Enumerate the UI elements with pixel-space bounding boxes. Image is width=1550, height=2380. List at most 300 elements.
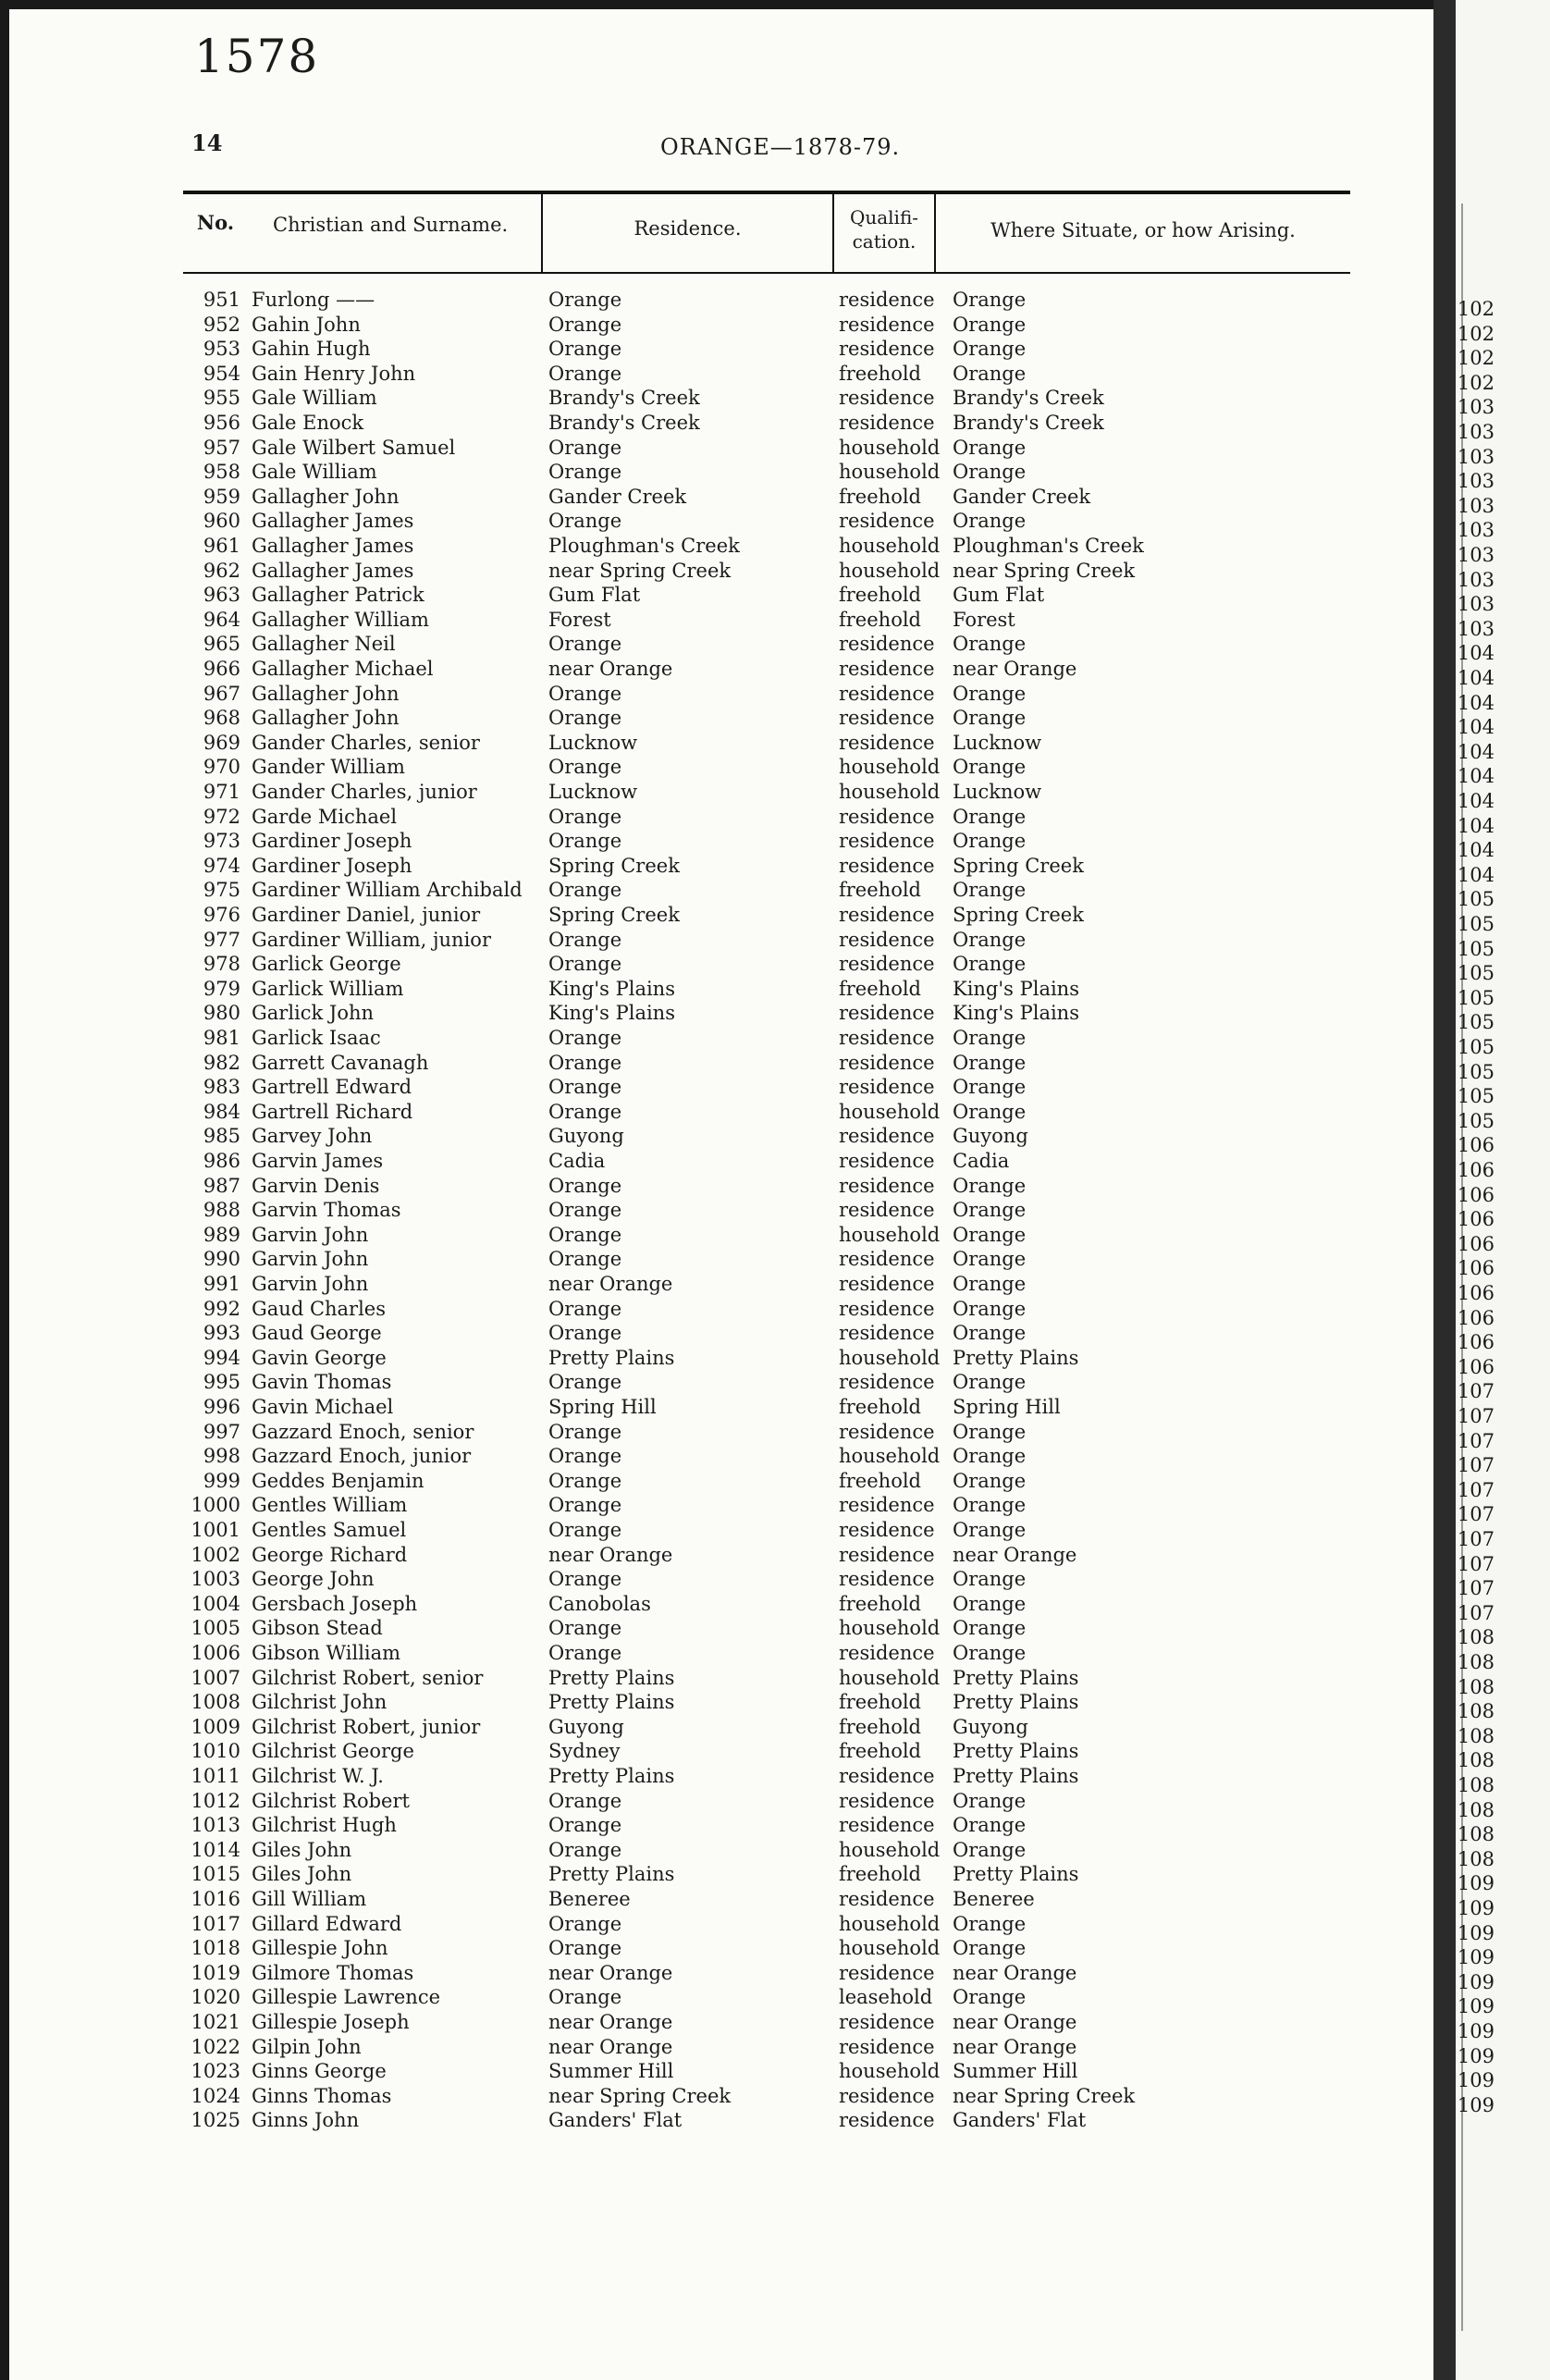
table-row	[9, 1298, 1433, 1323]
adjacent-entry-number: 107	[1457, 1577, 1495, 1600]
entry-where: Orange	[953, 1568, 1027, 1591]
adjacent-entry-number: 107	[1457, 1454, 1495, 1477]
entry-name: Furlong ——	[252, 289, 375, 311]
entry-number: 980	[203, 1002, 240, 1025]
adjacent-entry-number: 103	[1457, 544, 1495, 566]
table-row	[9, 1494, 1433, 1519]
entry-number: 967	[203, 682, 240, 705]
entry-qualification: residence	[839, 1420, 935, 1443]
entry-residence: Orange	[548, 805, 622, 828]
entry-where: Orange	[953, 1445, 1027, 1468]
entry-name: George John	[252, 1568, 375, 1591]
table-row	[9, 633, 1433, 658]
entry-qualification: household	[839, 1445, 941, 1468]
table-row	[9, 584, 1433, 609]
table-row	[9, 929, 1433, 954]
adjacent-entry-number: 107	[1457, 1528, 1495, 1550]
adjacent-entry-number: 105	[1457, 888, 1495, 911]
entry-name: Gallagher Patrick	[252, 584, 424, 607]
entry-name: Gander Charles, junior	[252, 781, 477, 803]
entry-residence: Lucknow	[548, 731, 638, 754]
adjacent-entry-number: 104	[1457, 863, 1495, 886]
adjacent-entry-number: 108	[1457, 1675, 1495, 1698]
entry-qualification: household	[839, 559, 941, 582]
table-row	[9, 2085, 1433, 2110]
entry-name: Gale William	[252, 387, 377, 410]
entry-qualification: residence	[839, 682, 935, 705]
adjacent-entry-number: 106	[1457, 1232, 1495, 1255]
entry-where: Orange	[953, 682, 1027, 705]
entry-where: Gander Creek	[953, 485, 1091, 508]
adjacent-entry-number: 108	[1457, 1798, 1495, 1821]
entry-name: Gill William	[252, 1888, 367, 1910]
adjacent-entry-number: 106	[1457, 1134, 1495, 1157]
entry-qualification: freehold	[839, 1396, 921, 1418]
entry-residence: near Orange	[548, 2011, 673, 2033]
entry-residence: Pretty Plains	[548, 1666, 675, 1689]
column-header-no: No.	[196, 211, 235, 234]
entry-residence: Orange	[548, 1223, 622, 1246]
entry-residence: Summer Hill	[548, 2060, 674, 2083]
adjacent-entry-number: 109	[1457, 2044, 1495, 2067]
table-row	[9, 855, 1433, 880]
table-row	[9, 363, 1433, 388]
adjacent-entry-number: 108	[1457, 1626, 1495, 1649]
entry-number: 1022	[191, 2035, 240, 2058]
entry-number: 1003	[191, 1568, 240, 1591]
entry-number: 962	[203, 559, 240, 582]
register-page	[9, 9, 1433, 2380]
entry-qualification: household	[839, 1838, 941, 1861]
entry-where: Beneree	[953, 1888, 1035, 1910]
table-row	[9, 1273, 1433, 1298]
entry-number: 1001	[191, 1519, 240, 1541]
entry-number: 1012	[191, 1789, 240, 1812]
entry-number: 973	[203, 830, 240, 853]
table-row	[9, 1101, 1433, 1126]
entry-where: Orange	[953, 1814, 1027, 1837]
adjacent-entry-number: 105	[1457, 1109, 1495, 1132]
entry-qualification: residence	[839, 2035, 935, 2058]
table-row	[9, 1125, 1433, 1150]
entry-where: Orange	[953, 289, 1027, 311]
entry-number: 1005	[191, 1617, 240, 1640]
entry-number: 1023	[191, 2060, 240, 2083]
table-row	[9, 1716, 1433, 1741]
table-row	[9, 1347, 1433, 1372]
entry-name: Geddes Benjamin	[252, 1469, 424, 1492]
entry-name: Gilchrist Robert, senior	[252, 1666, 484, 1689]
entry-number: 954	[203, 362, 240, 385]
entry-where: Orange	[953, 928, 1027, 951]
page-gutter	[1433, 0, 1456, 2380]
entry-name: Gardiner Joseph	[252, 830, 412, 853]
adjacent-entry-number: 104	[1457, 765, 1495, 788]
adjacent-entry-number: 104	[1457, 716, 1495, 739]
entry-where: Cadia	[953, 1150, 1010, 1172]
entry-where: Orange	[953, 1371, 1027, 1394]
table-row	[9, 806, 1433, 831]
adjacent-entry-number: 105	[1457, 986, 1495, 1009]
entry-name: Garvin James	[252, 1150, 384, 1172]
entry-qualification: household	[839, 1346, 941, 1369]
entry-residence: Orange	[548, 1199, 622, 1222]
entry-qualification: residence	[839, 1199, 935, 1222]
table-row	[9, 314, 1433, 339]
entry-number: 976	[203, 904, 240, 926]
table-row	[9, 1691, 1433, 1716]
table-row	[9, 1642, 1433, 1667]
entry-name: George Richard	[252, 1543, 408, 1566]
adjacent-entry-number: 109	[1457, 2093, 1495, 2116]
table-row	[9, 1027, 1433, 1052]
entry-qualification: residence	[839, 1322, 935, 1345]
adjacent-entry-number: 109	[1457, 1995, 1495, 2018]
table-row	[9, 756, 1433, 781]
entry-name: Gartrell Edward	[252, 1076, 412, 1099]
adjacent-entry-number: 107	[1457, 1380, 1495, 1403]
entry-number: 971	[203, 781, 240, 803]
entry-residence: Spring Hill	[548, 1396, 657, 1418]
page-number: 14	[191, 129, 223, 156]
entry-name: Gilchrist Hugh	[252, 1814, 397, 1837]
header-bottom-rule	[183, 272, 1350, 274]
entry-qualification: residence	[839, 338, 935, 361]
table-row	[9, 461, 1433, 486]
table-row	[9, 904, 1433, 929]
entry-where: Orange	[953, 1789, 1027, 1812]
entry-where: near Spring Creek	[953, 559, 1136, 582]
entry-residence: Orange	[548, 1469, 622, 1492]
entry-number: 979	[203, 977, 240, 1000]
entry-qualification: residence	[839, 1174, 935, 1197]
column-header-name: Christian and Surname.	[273, 214, 509, 236]
entry-name: Gentles Samuel	[252, 1519, 407, 1541]
entry-where: Orange	[953, 756, 1027, 779]
entry-residence: Forest	[548, 608, 611, 631]
adjacent-entry-number: 108	[1457, 1749, 1495, 1772]
entry-name: Gardiner Joseph	[252, 854, 412, 877]
entry-number: 987	[203, 1174, 240, 1197]
table-row	[9, 2060, 1433, 2085]
entry-where: Orange	[953, 879, 1027, 902]
entry-number: 981	[203, 1027, 240, 1049]
entry-qualification: freehold	[839, 1863, 921, 1886]
entry-residence: Orange	[548, 1617, 622, 1640]
entry-qualification: freehold	[839, 879, 921, 902]
entry-residence: Orange	[548, 362, 622, 385]
entry-number: 1016	[191, 1888, 240, 1910]
entry-residence: Orange	[548, 510, 622, 533]
entry-where: Orange	[953, 1420, 1027, 1443]
entry-residence: Orange	[548, 436, 622, 459]
entry-where: Orange	[953, 1322, 1027, 1345]
entry-where: Pretty Plains	[953, 1863, 1079, 1886]
table-row	[9, 1396, 1433, 1421]
entry-name: Gander William	[252, 756, 405, 779]
entry-where: Orange	[953, 1838, 1027, 1861]
table-row	[9, 1052, 1433, 1077]
entry-residence: Orange	[548, 1420, 622, 1443]
entry-number: 972	[203, 805, 240, 828]
adjacent-entry-number: 107	[1457, 1503, 1495, 1526]
entry-where: Orange	[953, 1617, 1027, 1640]
entry-qualification: freehold	[839, 362, 921, 385]
entry-qualification: residence	[839, 1371, 935, 1394]
table-row	[9, 289, 1433, 314]
adjacent-entry-number: 107	[1457, 1429, 1495, 1452]
adjacent-entry-number: 104	[1457, 839, 1495, 862]
table-row	[9, 1248, 1433, 1273]
entry-qualification: residence	[839, 805, 935, 828]
adjacent-entry-number: 106	[1457, 1282, 1495, 1304]
table-row	[9, 1224, 1433, 1249]
entry-where: near Orange	[953, 658, 1077, 680]
entry-residence: Orange	[548, 1789, 622, 1812]
table-row	[9, 1937, 1433, 1962]
table-row	[9, 830, 1433, 855]
table-row	[9, 1002, 1433, 1027]
entry-number: 983	[203, 1076, 240, 1099]
entry-name: Gavin Thomas	[252, 1371, 392, 1394]
adjacent-entry-number: 103	[1457, 421, 1495, 443]
entry-qualification: residence	[839, 2011, 935, 2033]
entry-qualification: residence	[839, 1961, 935, 1984]
entry-residence: Pretty Plains	[548, 1863, 675, 1886]
entry-name: Giles John	[252, 1863, 352, 1886]
entry-residence: Orange	[548, 289, 622, 311]
entry-residence: Orange	[548, 338, 622, 361]
entry-name: Gahin John	[252, 313, 361, 336]
entry-qualification: residence	[839, 1002, 935, 1025]
adjacent-entry-number: 107	[1457, 1552, 1495, 1575]
entry-where: Orange	[953, 1199, 1027, 1222]
entry-number: 991	[203, 1273, 240, 1295]
entry-residence: Ganders' Flat	[548, 2109, 683, 2132]
entry-number: 1010	[191, 1740, 240, 1763]
entry-where: Pretty Plains	[953, 1740, 1079, 1763]
adjacent-entry-number: 103	[1457, 568, 1495, 591]
table-row	[9, 1839, 1433, 1864]
entry-qualification: residence	[839, 1789, 935, 1812]
entry-name: Garvey John	[252, 1125, 373, 1148]
entry-number: 1020	[191, 1986, 240, 2009]
adjacent-entry-number: 102	[1457, 347, 1495, 370]
entry-where: Summer Hill	[953, 2060, 1078, 2083]
entry-where: Orange	[953, 1174, 1027, 1197]
entry-name: Gallagher John	[252, 682, 400, 705]
entry-name: Gilchrist Robert, junior	[252, 1715, 481, 1738]
adjacent-entry-number: 106	[1457, 1306, 1495, 1329]
entry-number: 994	[203, 1346, 240, 1369]
table-row	[9, 1470, 1433, 1495]
entry-residence: Orange	[548, 1519, 622, 1541]
entry-name: Garvin John	[252, 1248, 369, 1271]
table-row	[9, 1544, 1433, 1569]
adjacent-entry-number: 109	[1457, 1921, 1495, 1944]
entry-number: 1004	[191, 1592, 240, 1615]
entry-qualification: household	[839, 2060, 941, 2083]
table-row	[9, 732, 1433, 757]
entry-number: 995	[203, 1371, 240, 1394]
entry-where: Ganders' Flat	[953, 2109, 1087, 2132]
entry-residence: Gander Creek	[548, 485, 687, 508]
table-row	[9, 1667, 1433, 1692]
entry-qualification: household	[839, 1912, 941, 1935]
adjacent-entry-number: 103	[1457, 470, 1495, 493]
entry-number: 1019	[191, 1961, 240, 1984]
entry-name: Gersbach Joseph	[252, 1592, 418, 1615]
adjacent-entry-number: 106	[1457, 1183, 1495, 1206]
entry-number: 1018	[191, 1937, 240, 1960]
entry-number: 1024	[191, 2084, 240, 2107]
folio-number: 1578	[194, 30, 320, 83]
entry-number: 959	[203, 485, 240, 508]
entry-where: Pretty Plains	[953, 1765, 1079, 1787]
entry-number: 960	[203, 510, 240, 533]
entry-name: Gallagher John	[252, 707, 400, 730]
entry-name: Gartrell Richard	[252, 1100, 413, 1123]
entry-residence: King's Plains	[548, 1002, 675, 1025]
entry-residence: Sydney	[548, 1740, 621, 1763]
entry-qualification: residence	[839, 2109, 935, 2132]
adjacent-entry-number: 105	[1457, 1085, 1495, 1108]
entry-name: Ginns Thomas	[252, 2084, 392, 2107]
adjacent-entry-number: 102	[1457, 322, 1495, 345]
table-row	[9, 1765, 1433, 1790]
entry-qualification: residence	[839, 1494, 935, 1517]
entry-name: Gallagher John	[252, 485, 400, 508]
table-row	[9, 437, 1433, 462]
adjacent-entry-number: 104	[1457, 740, 1495, 763]
table-row	[9, 387, 1433, 412]
entry-name: Garlick George	[252, 953, 401, 976]
entry-number: 1011	[191, 1765, 240, 1787]
entry-number: 965	[203, 633, 240, 656]
entry-residence: Orange	[548, 756, 622, 779]
entry-name: Gazzard Enoch, senior	[252, 1420, 474, 1443]
entry-name: Gibson William	[252, 1642, 401, 1664]
entry-residence: Pretty Plains	[548, 1691, 675, 1714]
entry-number: 956	[203, 412, 240, 434]
column-header-where: Where Situate, or how Arising.	[990, 219, 1296, 241]
entry-qualification: household	[839, 756, 941, 779]
entry-where: Spring Creek	[953, 854, 1084, 877]
entry-name: Gallagher James	[252, 535, 414, 557]
table-row	[9, 1199, 1433, 1224]
entry-where: Spring Creek	[953, 904, 1084, 926]
entry-qualification: residence	[839, 1765, 935, 1787]
entry-name: Gale Wilbert Samuel	[252, 436, 456, 459]
adjacent-entry-number: 108	[1457, 1774, 1495, 1796]
table-row	[9, 2011, 1433, 2036]
entry-name: Gavin George	[252, 1346, 387, 1369]
table-row	[9, 1421, 1433, 1446]
entry-qualification: household	[839, 436, 941, 459]
entry-residence: near Spring Creek	[548, 2084, 732, 2107]
adjacent-entry-number: 103	[1457, 494, 1495, 517]
entry-number: 975	[203, 879, 240, 902]
entry-number: 993	[203, 1322, 240, 1345]
entry-where: Orange	[953, 1223, 1027, 1246]
entry-where: Pretty Plains	[953, 1691, 1079, 1714]
entry-qualification: residence	[839, 1027, 935, 1049]
running-head: ORANGE—1878-79.	[660, 134, 901, 160]
entry-residence: Orange	[548, 1297, 622, 1320]
entry-residence: Orange	[548, 1838, 622, 1861]
adjacent-entry-number: 103	[1457, 396, 1495, 419]
adjacent-entry-number: 102	[1457, 371, 1495, 394]
entry-qualification: residence	[839, 387, 935, 410]
entry-where: Orange	[953, 1076, 1027, 1099]
entry-qualification: residence	[839, 633, 935, 656]
entry-where: Guyong	[953, 1715, 1028, 1738]
table-row	[9, 1986, 1433, 2011]
entry-name: Gillard Edward	[252, 1912, 402, 1935]
entry-qualification: residence	[839, 1568, 935, 1591]
entry-residence: Orange	[548, 633, 622, 656]
table-row	[9, 2036, 1433, 2061]
adjacent-entry-number: 105	[1457, 937, 1495, 960]
entry-where: King's Plains	[953, 977, 1079, 1000]
entry-residence: Orange	[548, 1051, 622, 1074]
table-row	[9, 1962, 1433, 1987]
adjacent-entry-number: 103	[1457, 617, 1495, 640]
entry-number: 1014	[191, 1838, 240, 1861]
entry-residence: Orange	[548, 1814, 622, 1837]
adjacent-entry-number: 109	[1457, 2020, 1495, 2042]
entry-where: Orange	[953, 1027, 1027, 1049]
entry-number: 964	[203, 608, 240, 631]
entry-qualification: residence	[839, 1814, 935, 1837]
table-row	[9, 781, 1433, 806]
entry-where: Orange	[953, 707, 1027, 730]
entry-residence: near Orange	[548, 1961, 673, 1984]
entry-name: Gardiner William, junior	[252, 928, 491, 951]
entry-residence: Guyong	[548, 1715, 624, 1738]
entry-number: 992	[203, 1297, 240, 1320]
entry-name: Gallagher Neil	[252, 633, 396, 656]
entry-where: Orange	[953, 1592, 1027, 1615]
entry-qualification: freehold	[839, 1592, 921, 1615]
adjacent-entry-number: 103	[1457, 593, 1495, 616]
table-row	[9, 338, 1433, 363]
adjacent-entry-number: 103	[1457, 445, 1495, 468]
entry-number: 966	[203, 658, 240, 680]
table-row	[9, 1568, 1433, 1593]
entry-name: Gain Henry John	[252, 362, 416, 385]
entry-number: 998	[203, 1445, 240, 1468]
entry-qualification: freehold	[839, 1691, 921, 1714]
entry-name: Gahin Hugh	[252, 338, 371, 361]
entry-where: Lucknow	[953, 781, 1042, 803]
entry-qualification: residence	[839, 707, 935, 730]
entry-name: Garde Michael	[252, 805, 398, 828]
entry-residence: near Spring Creek	[548, 559, 732, 582]
entry-where: Orange	[953, 1100, 1027, 1123]
adjacent-entry-number: 105	[1457, 1011, 1495, 1034]
table-row	[9, 1150, 1433, 1175]
entry-qualification: household	[839, 1666, 941, 1689]
entry-qualification: freehold	[839, 1715, 921, 1738]
header-top-rule	[183, 191, 1350, 194]
entry-number: 952	[203, 313, 240, 336]
adjacent-entry-number: 106	[1457, 1355, 1495, 1378]
entry-number: 963	[203, 584, 240, 607]
entry-where: Orange	[953, 953, 1027, 976]
entry-number: 968	[203, 707, 240, 730]
table-row	[9, 609, 1433, 634]
